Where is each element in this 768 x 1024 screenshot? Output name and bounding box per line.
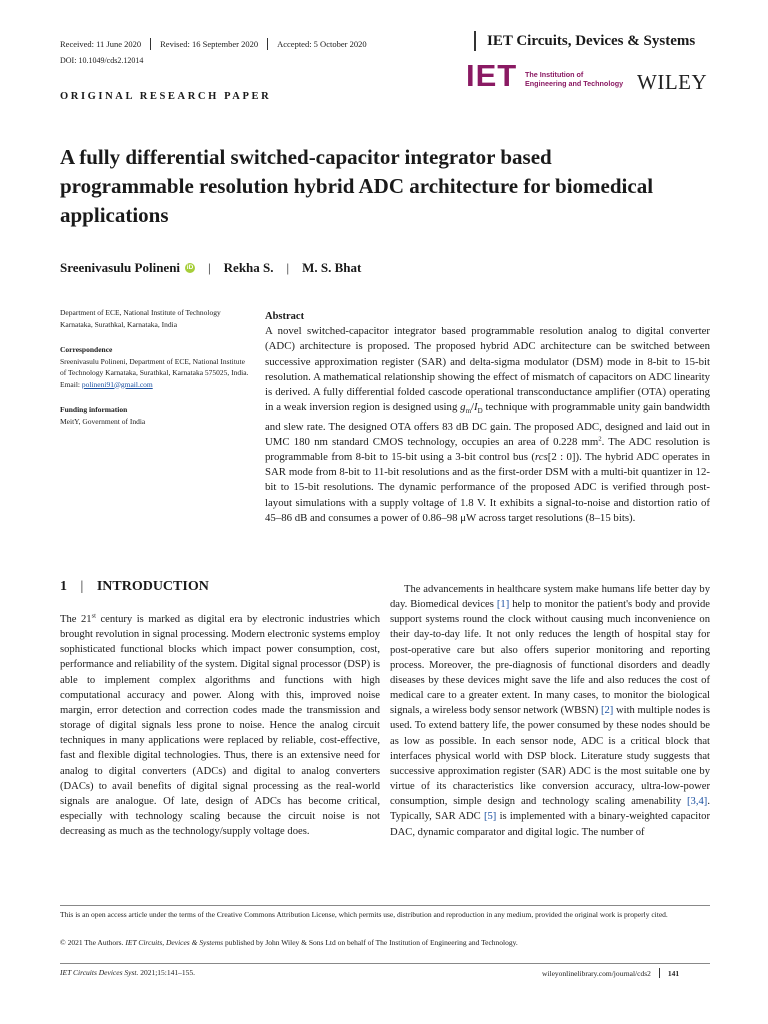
- iet-line-1: The Institution of: [525, 70, 584, 79]
- abstract-heading: Abstract: [265, 311, 305, 322]
- journal-name[interactable]: IET Circuits, Devices & Systems: [487, 33, 696, 49]
- email-label: Email:: [60, 379, 80, 389]
- footer-right: [542, 968, 679, 978]
- orcid-icon[interactable]: iD: [186, 264, 194, 271]
- journal-divider: [474, 31, 476, 51]
- author-separator: |: [286, 260, 290, 275]
- divider: [659, 968, 660, 978]
- affiliation-sidebar: [60, 307, 250, 427]
- page-number: 141: [667, 968, 680, 978]
- author-list: [60, 260, 361, 276]
- funding-text: MeitY, Government of India: [60, 416, 146, 426]
- correspondence-label: Correspondence: [60, 345, 113, 354]
- paper-title: A fully differential switched-capacitor integrator based programmable resolution hybrid ADC architecture for biomedical applications: [60, 145, 654, 227]
- revised-date: Revised: 16 September 2020: [160, 39, 259, 49]
- abstract: [265, 309, 710, 526]
- journal-url[interactable]: wileyonlinelibrary.com/journal/cds2: [542, 968, 651, 978]
- accepted-date: Accepted: 5 October 2020: [277, 39, 367, 49]
- footnote-rule: [60, 905, 710, 906]
- iet-institution-name: [525, 70, 623, 88]
- article-type-label: ORIGINAL RESEARCH PAPER: [60, 91, 272, 102]
- copyright-notice: © 2021 The Authors. IET Circuits, Devices & Systems published by John Wiley & Sons Ltd on behalf of The Institution of Engineering and Technology.: [60, 938, 518, 947]
- citation-link[interactable]: [1]: [496, 599, 510, 611]
- section-heading: 1 | INTRODUCTION: [60, 579, 209, 594]
- iet-logo-text: IET: [466, 58, 518, 92]
- footer-rule: [60, 963, 710, 964]
- citation-footer: IET Circuits Devices Syst. 2021;15:141–155.: [60, 968, 195, 977]
- author-name[interactable]: Rekha S.: [223, 260, 274, 275]
- email-link[interactable]: polineni91@gmail.com: [81, 379, 153, 389]
- author-name[interactable]: Sreenivasulu Polineni: [60, 260, 181, 275]
- license-footnote: This is an open access article under the terms of the Creative Commons Attribution License, which permits use, distribution and reproduction in any medium, provided the original work is properly cited.: [60, 910, 668, 919]
- article-dates: [60, 38, 367, 50]
- author-separator: |: [208, 260, 211, 275]
- wiley-logo[interactable]: WILEY: [637, 70, 708, 94]
- iet-line-2: Engineering and Technology: [525, 79, 624, 88]
- doi[interactable]: DOI: 10.1049/cds2.12014: [60, 56, 144, 65]
- author-name[interactable]: M. S. Bhat: [302, 260, 362, 275]
- received-date: Received: 11 June 2020: [60, 39, 142, 49]
- funding-label: Funding information: [60, 405, 128, 414]
- citation-link[interactable]: [2]: [600, 705, 614, 717]
- body-column-right: The advancements in healthcare system make humans life better day by day. Biomedical devices [1] help to monitor the patient's body and provide support systems round the clock without causing much inconvenience on their day-to-day life. It not only reduces the length of hospital stay for post-operative care but also offers superior monitoring and reporting process. Moreover, the pre-diagnosis of functional disorders and deadly diseases by these devices might save the life and also reduces the cost of medical care to a greater extent. In many cases, to monitor the biological signals, a wireless body sensor network (WBSN) [2] with multiple nodes is used. To extend battery life, the power consumed by these nodes should be as low as possible. In each sensor node, ADC is a critical block that interfaces physical world with DSP block. Literature study suggests that successive approximation register (SAR) ADC is the most suitable one by virtue of its characteristics like conversion accuracy, ultra-low-power consumption, simple design and technology scaling amenability [3,4]. Typically, SAR ADC [5] is implemented with a binary-weighted capacitor DAC, dynamic comparator and digital logic. The number of: [390, 584, 710, 838]
- divider: [150, 38, 151, 50]
- correspondence-text: Sreenivasulu Polineni, Department of ECE, National Institute of Technology Karnataka, Surathkal, Karnataka 575025, India.: [60, 356, 249, 377]
- department: Department of ECE, National Institute of Technology Karnataka, Surathkal, Karnataka, India: [60, 308, 221, 329]
- email-line: [60, 379, 250, 391]
- abstract-body: A novel switched-capacitor integrator based programmable resolution analog to digital converter (ADC) architecture is proposed. The proposed hybrid ADC architecture can be switched between successive approximation register (SAR) and delta-sigma modulator (DSM) mode in 8-bit to 15-bit resolution. A mathematical relationship showing the effect of mismatch of capacitors on ADC linearity is derived. A fully differential folded cascode operational transconductance amplifier (OTA) operating in a weak inversion region is designed using $g_m/I_D$ technique with programmable unity gain bandwidth and slew rate. The designed OTA offers 83 dB DC gain. The proposed ADC, designed and laid out in UMC 180 nm standard CMOS technology, occupies an area of 0.228 $mm^2$. The ADC resolution is programmable from 8-bit to 15-bit using a 3-bit control bus (rcs[2 : 0]). The hybrid ADC operates in SAR mode from 8-bit to 11-bit resolutions and as the first-order DSM with a multi-bit quantizer in 12-bit to 15-bit resolutions. The dynamic performance of the proposed ADC is verified through post-layout simulations with a supply voltage of 1.8 V. It exhibits a signal-to-noise and distortion ratio of 45–86 dB and consumes a power of 0.86–98 μW across target resolutions (8–15 bits).: [265, 325, 710, 524]
- citation-link[interactable]: [3,4]: [687, 796, 708, 808]
- divider: [267, 38, 268, 50]
- citation-link[interactable]: [5]: [483, 811, 497, 823]
- body-column-left: The 21st century is marked as digital era by electronic industries which brought revolution in signal processing. Modern electronic systems employ sophisticated functional blocks which impact power consumption, cost, performance and reliability of the system. Digital signal processor (DSP) is able to implement complex algorithms and functions with high computational accuracy and power. Along with this, improved noise margin, error detection and correction codes made the transmission and storage of digital signals less prone to noise. Hence the analog circuit techniques in many applications were replaced by reliable, cost-effective, fast and flexible digital technologies. Thus, there is an extensive need for analog to digital converters (ADCs) and digital to analog converters (DACs) to avail benefits of digital signal processing as the real-world signals are analogue. Of late, design of ADCs has become critical, especially with technology scaling because the circuit noise is not decreasing as much as the technology/supply voltage does.: [60, 612, 380, 838]
